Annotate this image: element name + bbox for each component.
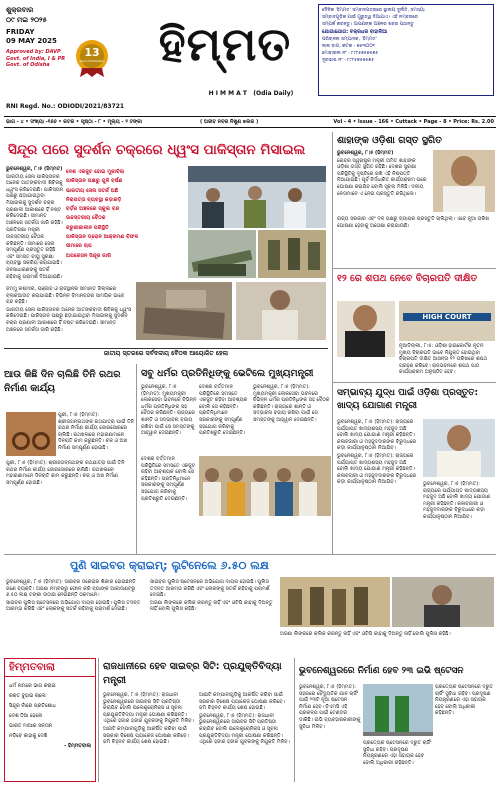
date-od: ୦୯ ମଇ ୨୦୨୫	[6, 16, 47, 24]
ev-body: ପ୍ରତ୍ୟେକ ଷ୍ଟେସନରେ ଦ୍ରୁତ ଚାର୍ଜିଂ ସୁବିଧା ରହିବ। ପ୍ରଦୂଷଣ ନିୟନ୍ତ୍ରଣରେ ଏହା ସହାୟକ ହେବ ବୋଲି ଅଧିକାରୀ କହିଛନ୍ତି।	[435, 684, 494, 717]
contact-line: ପରିଚାଳନା ସମ୍ପାଦକ, 'ହିମ୍ମତ'	[322, 37, 377, 42]
cm-body: ଭୁବନେଶ୍ୱର, ୮।୫ (ହିମ୍ମତ): ମୁଖ୍ୟମନ୍ତ୍ରୀ ଲୋକସେବା ଭବନରେ ବିଭିନ୍ନ ଧର୍ମର ପ୍ରତିନିଧିଙ୍କ ସହ ବୈଠକ କରିଛନ୍ତି। ରାଜ୍ୟରେ ଶାନ୍ତି ଓ ସଦ୍ଭାବନା ବଜାୟ ରଖିବା ପାଇଁ ସେ ସମସ୍ତଙ୍କୁ ଆହ୍ୱାନ ଦେଇଛନ୍ତି।	[141, 384, 197, 437]
capital-body: ଭୁବନେଶ୍ୱର, ୮।୫ (ହିମ୍ମତ): ରାଜଧାନୀ ଭୁବନେଶ୍ୱରରେ ସାଇବର ସିଟି ପ୍ରତିଷ୍ଠା କରାଯିବ ବୋଲି ଇଲେକ୍ଟ୍ରୋନିକ୍ସ ଓ ସୂଚନା ପ୍ରଯୁକ୍ତିବିଦ୍ୟା ମନ୍ତ୍ରୀ ଘୋଷଣା କରିଛନ୍ତି। ଏଥିରେ ହଜାର ହଜାର ଯୁବକଙ୍କୁ ନିଯୁକ୍ତି ମିଳିବ।	[103, 692, 194, 725]
lead-story	[4, 132, 328, 364]
info-en: Vol - 4 • Issue - 166 • Cuttack • Page - 8 • Price: Rs. 2.00	[333, 119, 494, 125]
chariot-body: ପୁରୀ, ୮।୫ (ହିମ୍ମତ): ଶ୍ରୀଜଗନ୍ନାଥଙ୍କ ରଥଯାତ୍ରା ପାଇଁ ତିନି ରଥର ନିର୍ମାଣ କାର୍ଯ୍ୟ ଜୋରସୋରରେ ଚାଲିଛି। ରଥଖଳାରେ ମହାରଣାମାନେ ଦିନରାତି କାମ କରୁଛନ୍ତି। ଚକ ଓ ଅଖ ନିର୍ମାଣ ସମ୍ପୂର୍ଣ୍ଣ ହୋଇଛି।	[58, 412, 135, 451]
crime-body: ଅଜଣା ଲିଙ୍କରେ କ୍ଲିକ କରନ୍ତୁ ନାହିଁ ଏବଂ ଓଟିପି କାହାକୁ ଦିଅନ୍ତୁ ନାହିଁ ବୋଲି ପୁଲିସ କହିଛି।	[150, 599, 273, 613]
contact-line: ଯୋଗାଯୋଗ: ଚକ୍ରଧର ବାହାଳିଆ	[322, 29, 387, 35]
poem-line: ଦେଶ ଠିଆ ହେଲେ	[9, 713, 43, 719]
anniversary-label: Years of Publication	[79, 60, 105, 63]
food-body: ଭୁବନେଶ୍ୱର, ୮।୫ (ହିମ୍ମତ): ରାଜ୍ୟରେ ପର୍ଯ୍ୟାପ୍ତ ଖାଦ୍ୟଶସ୍ୟ ମହଜୁଦ ଅଛି ବୋଲି ଖାଦ୍ୟ ଯୋଗାଣ ମନ୍ତ୍ରୀ କହିଛନ୍ତି। କଳାବଜାରୀ ଓ ମହଜୁଦଦାରଙ୍କ ବିରୁଦ୍ଧରେ କଡ଼ା କାର୍ଯ୍ୟାନୁଷ୍ଠାନ ନିଆଯିବ।	[337, 452, 417, 486]
sidebar-body: ରାଜ୍ୟ ସରକାର ଏବଂ ଦଳ ପକ୍ଷରୁ ବ୍ୟାପକ ପ୍ରସ୍ତୁତି ଚାଲିଥିଲା। ଏବେ ନୂଆ ତାରିଖ ଘୋଷଣା ହେବାକୁ ଅପେକ୍ଷା କରାଯାଉଛି।	[337, 216, 489, 229]
ev-charger-photo	[363, 684, 433, 736]
press-briefing-photo	[188, 166, 326, 228]
contact-line: ଦୈନିକ 'ହିମ୍ମତ' ସମ୍ବାଦପତ୍ରରେ ସ୍ଥାନୀୟ ଦୁର୍ନୀତି, ସମସ୍ୟା	[322, 8, 425, 13]
tagline-od: ( ଅଜୀବ ନବର ନିଖୁଣ ଝଲକ )	[200, 119, 259, 125]
poem-line: - ହିମ୍ମତବାଲା	[64, 743, 91, 749]
lead-bullets	[66, 168, 184, 261]
ev-body: ପ୍ରତ୍ୟେକ ଷ୍ଟେସନରେ ଦ୍ରୁତ ଚାର୍ଜିଂ ସୁବିଧା ରହିବ। ପ୍ରଦୂଷଣ ନିୟନ୍ତ୍ରଣରେ ଏହା ସହାୟକ ହେବ ବୋଲି ଅଧିକାରୀ କହିଛନ୍ତି।	[363, 740, 432, 766]
logo-en: H I M M A T (Odia Daily)	[208, 90, 294, 97]
poem-line: ଭାରତ ମାଆର ସନ୍ତାନ	[9, 723, 53, 729]
bullet: ସୀମାରେ ଚାପ	[66, 243, 92, 250]
cm-headline: ସବୁ ଧର୍ମର ପ୍ରତିନିଧିଙ୍କୁ ଭେଟିଲେ ମୁଖ୍ୟମନ୍ତ୍ରୀ	[141, 368, 314, 379]
sidebar-body: କେନ୍ଦ୍ର ସ୍ୱରାଷ୍ଟ୍ର ମନ୍ତ୍ରୀ ଅମିତ ଶାହାଙ୍କ ଓଡ଼ିଶା ଗସ୍ତ ସ୍ଥଗିତ ରହିଛି। ଦେଶର ସୁରକ୍ଷା ପରିସ୍ଥିତିକୁ ଦୃଷ୍ଟିରେ ରଖି ଏହି ନିଷ୍ପତ୍ତି ନିଆଯାଇଛି। ପୂର୍ବ ନିର୍ଦ୍ଧାରିତ କାର୍ଯ୍ୟକ୍ରମ ପରେ ଘୋଷଣା କରାଯିବ ବୋଲି ସୂଚନା ମିଳିଛି। ଦଳୀୟ ନେତାମାନେ ଏ ନେଇ ପ୍ରସ୍ତୁତି କରିଥିଲେ।	[337, 157, 427, 197]
crime-headline: ପୁଣି ସାଇବର କ୍ରାଇମ୍; ଲୁଟିନେଲେ ୬.୫୦ ଲକ୍ଷ	[70, 559, 269, 572]
capital-body: ଆଇଟି କମ୍ପାନୀଗୁଡ଼ିକୁ ଆକର୍ଷିତ କରିବା ପାଇଁ ସରକାର ବିଶେଷ ପ୍ୟାକେଜ ଘୋଷଣା କରିବେ। ଜମି ଚିହ୍ନଟ କାର୍ଯ୍ୟ ଶେଷ ହୋଇଛି।	[199, 692, 285, 712]
day-en: FRIDAY	[6, 28, 35, 36]
sidebar-headline: ଶାହାଙ୍କ ଓଡ଼ିଶା ଗସ୍ତ ସ୍ଥଗିତ	[337, 135, 442, 146]
chariot-headline: ଆଉ କିଛି ଦିନ ଚାଲିଛି ତିନି ରଥର ନିର୍ମାଣ କାର୍ଯ୍ୟ	[4, 369, 121, 394]
bullet: ପାକିସ୍ତାନ ଡ୍ରୋନ ଆକ୍ରମଣ ବିଫଳ	[66, 234, 139, 241]
poem-title: ହିମ୍ମତବାଲା	[5, 659, 95, 677]
contact-line: ମୋବାଇଲ ନଂ - ୮୯୮୫୭୫୭୫୭୫	[322, 51, 379, 56]
lead-strip: ଜାତୀୟ ସ୍ତରରେ ସର୍ବଦଳୀୟ ବୈଠକ ଆୟୋଜିତ ହେଲା	[103, 350, 229, 357]
lead-body: ଭାରତୀୟ ସେନା ପାକିସ୍ତାନର ଅନେକ ଆତଙ୍କବାଦୀ ଶିବିରକୁ ଧ୍ୱଂସ କରିଦେଇଛି। ପାକିସ୍ତାନ ପକ୍ଷରୁ ଛଡ଼ାଯାଇଥିବା ମିସାଇଲକୁ ସୁଦର୍ଶନ ଚକ୍ର ପ୍ରଣାଳୀ ଆକାଶରେ ହିଁ ନଷ୍ଟ କରିଦେଇଛି। ସୀମାନ୍ତ ଅଞ୍ଚଳରେ ସତର୍କତା ଜାରି ରହିଛି।	[6, 173, 64, 226]
bullet: ବର୍ଡ଼ର ଅଞ୍ଚଳରେ ସ୍କୁଲ ବନ୍ଦ	[66, 206, 120, 213]
ev-story	[294, 658, 496, 782]
anniversary-number: 13	[84, 46, 100, 59]
poem-box	[4, 658, 96, 782]
chariot-story	[4, 364, 136, 554]
day-od: ଶୁକ୍ରବାର	[6, 6, 34, 14]
crime-body: ସାଇବର ପୁଲିସ ଷ୍ଟେସନରେ ଅଭିଯୋଗ ଦାୟର ହୋଇଛି। ପୁଲିସ ତଦନ୍ତ ଆରମ୍ଭ କରିଛି ଏବଂ ଲୋକଙ୍କୁ ସତର୍କ ରହିବାକୁ ପରାମର୍ଶ ଦେଇଛି।	[150, 579, 270, 599]
judge-body: ନୂଆଦିଲ୍ଲୀ, ୮।୫: ଓଡ଼ିଶା ହାଇକୋର୍ଟର ନୂତନ ମୁଖ୍ୟ ବିଚାରପତି ଭାବେ ନିଯୁକ୍ତ ହୋଇଥିବା ବିଚାରପତି ଦୀକ୍ଷିତ ଆସନ୍ତା ୧୨ ତାରିଖରେ ଶପଥ ଗ୍ରହଣ କରିବେ। ରାଜଭବନରେ ଶପଥ ପାଠ କାର୍ଯ୍ୟକ୍ରମ ଅନୁଷ୍ଠିତ ହେବ।	[399, 343, 488, 376]
cm-story	[136, 364, 332, 554]
bullet: ଉଚ୍ଚସ୍ତରୀୟ ବୈଠକ	[66, 215, 106, 222]
approved-text: Approved by: DAVP Govt. of India, I & PR Govt. of Odisha	[6, 49, 66, 68]
police-photo	[280, 577, 390, 627]
contact-line: ଲାଲ ବାଗ, କଟକ - ୭୫୩୦୦୧	[322, 44, 376, 49]
lead-body: ପ୍ରତିରକ୍ଷା ମନ୍ତ୍ରୀ ଉଚ୍ଚସ୍ତରୀୟ ବୈଠକ କରିଛନ୍ତି। ସୀମାରେ ସେନା ସମ୍ପୂର୍ଣ୍ଣ ପ୍ରସ୍ତୁତ ରହିଛି ଏବଂ ସମସ୍ତ ବାୟୁ ସୁରକ୍ଷା ବ୍ୟବସ୍ଥା ସକ୍ରିୟ କରାଯାଇଛି। ଜନସାଧାରଣଙ୍କୁ ସତର୍କ ରହିବାକୁ ପରାମର୍ଶ ଦିଆଯାଇଛି।	[6, 227, 63, 280]
food-body: ଭୁବନେଶ୍ୱର, ୮।୫ (ହିମ୍ମତ): ରାଜ୍ୟରେ ପର୍ଯ୍ୟାପ୍ତ ଖାଦ୍ୟଶସ୍ୟ ମହଜୁଦ ଅଛି ବୋଲି ଖାଦ୍ୟ ଯୋଗାଣ ମନ୍ତ୍ରୀ କହିଛନ୍ତି। କଳାବଜାରୀ ଓ ମହଜୁଦଦାରଙ୍କ ବିରୁଦ୍ଧରେ କଡ଼ା କାର୍ଯ୍ୟାନୁଷ୍ଠାନ ନିଆଯିବ।	[423, 481, 491, 520]
anniversary-badge	[74, 38, 110, 78]
rubble-photo	[136, 282, 232, 340]
rni-text: RNI Regd. No.: ODIODI/2021/83721	[6, 103, 125, 110]
high-court-photo	[399, 301, 495, 341]
religious-meeting-photo	[199, 456, 331, 516]
bullet: ନିରାପତ୍ତା ବ୍ୟବସ୍ଥା କଡ଼ାକଡ଼ି	[66, 196, 122, 203]
cm-body: ଦେଶର ବର୍ତ୍ତମାନ ପରିସ୍ଥିତିରେ ସମସ୍ତେ ଏକଜୁଟ ରହିବା ଆବଶ୍ୟକ ବୋଲି ସେ କହିଛନ୍ତି। ପ୍ରତିନିଧିମାନେ ସରକାରଙ୍କୁ ସମ୍ପୂର୍ଣ୍ଣ ସହଯୋଗ କରିବାକୁ ପ୍ରତିଶ୍ରୁତି ଦେଇଛନ୍ତି।	[199, 384, 248, 437]
contact-line: ସମ୍ବାଦଗୁଡ଼ିକ ପାଇଁ ଗୁରୁତ୍ୱ ଦିଆଯାଏ। ଏହି ନମ୍ବରରେ	[322, 15, 419, 20]
lead-body: ଭାରତୀୟ ସେନା ପାକିସ୍ତାନର ଅନେକ ଆତଙ୍କବାଦୀ ଶିବିରକୁ ଧ୍ୱଂସ କରିଦେଇଛି। ପାକିସ୍ତାନ ପକ୍ଷରୁ ଛଡ଼ାଯାଇଥିବା ମିସାଇଲକୁ ସୁଦର୍ଶନ ଚକ୍ର ପ୍ରଣାଳୀ ଆକାଶରେ ହିଁ ନଷ୍ଟ କରିଦେଇଛି। ସୀମାନ୍ତ ଅଞ୍ଚଳରେ ସତର୍କତା ଜାରି ରହିଛି।	[6, 306, 132, 333]
bullet: ଭାରତୀୟ ସେନା ସତର୍କ ଅଛି	[66, 187, 119, 194]
food-body: ଭୁବନେଶ୍ୱର, ୮।୫ (ହିମ୍ମତ): ରାଜ୍ୟରେ ପର୍ଯ୍ୟାପ୍ତ ଖାଦ୍ୟଶସ୍ୟ ମହଜୁଦ ଅଛି ବୋଲି ଖାଦ୍ୟ ଯୋଗାଣ ମନ୍ତ୍ରୀ କହିଛନ୍ତି। କଳାବଜାରୀ ଓ ମହଜୁଦଦାରଙ୍କ ବିରୁଦ୍ଧରେ କଡ଼ା କାର୍ଯ୍ୟାନୁଷ୍ଠାନ ନିଆଯିବ।	[337, 419, 417, 452]
contact-box	[318, 4, 494, 96]
high-court-badge: HIGH COURT	[403, 313, 491, 321]
accused-photo	[392, 577, 494, 627]
food-story	[332, 382, 496, 554]
capital-headline: ରାଜଧାନୀରେ ହେବ ସାଇବ୍ର ସିଟି: ପ୍ରଯୁକ୍ତିବିଦ୍ୟା ମନ୍ତ୍ରୀ	[103, 661, 282, 686]
capital-body: ଆଇଟି କମ୍ପାନୀଗୁଡ଼ିକୁ ଆକର୍ଷିତ କରିବା ପାଇଁ ସରକାର ବିଶେଷ ପ୍ୟାକେଜ ଘୋଷଣା କରିବେ। ଜମି ଚିହ୍ନଟ କାର୍ଯ୍ୟ ଶେଷ ହୋଇଛି।	[103, 725, 189, 746]
logo-text: ହିମ୍ମତ	[158, 17, 292, 71]
masthead	[0, 0, 500, 132]
food-minister-portrait	[423, 419, 495, 477]
date-en: 09 MAY 2025	[6, 37, 57, 45]
crime-body: ଭୁବନେଶ୍ୱର, ୮।୫ (ହିମ୍ମତ): ସାଇବର ଠକେଇର ଶିକାର ହୋଇଛନ୍ତି ଜଣେ ବ୍ୟକ୍ତି। ଅଜଣା ନମ୍ବରରୁ ଫୋନ କରି ବ୍ୟାଙ୍କ ଆକାଉଣ୍ଟରୁ ୬.୫୦ ଲକ୍ଷ ଟଙ୍କା ଉଠାଇ ନେଇଛନ୍ତି ଠକମାନେ।	[6, 579, 136, 599]
poem-line: ସିନ୍ଦୂର ନାଁରେ ପ୍ରତିଶୋଧ	[9, 703, 56, 709]
capital-body: ଭୁବନେଶ୍ୱର, ୮।୫ (ହିମ୍ମତ): ରାଜଧାନୀ ଭୁବନେଶ୍ୱରରେ ସାଇବର ସିଟି ପ୍ରତିଷ୍ଠା କରାଯିବ ବୋଲି ଇଲେକ୍ଟ୍ରୋନିକ୍ସ ଓ ସୂଚନା ପ୍ରଯୁକ୍ତିବିଦ୍ୟା ମନ୍ତ୍ରୀ ଘୋଷଣା କରିଛନ୍ତି। ଏଥିରେ ହଜାର ହଜାର ଯୁବକଙ୍କୁ ନିଯୁକ୍ତି ମିଳିବ।	[199, 712, 290, 746]
judge-story	[332, 268, 496, 382]
contact-line: ସମ୍ପର୍କ କରନ୍ତୁ। ଆପଣଙ୍କ ଅଞ୍ଚଳର ଖବର ପଠାନ୍ତୁ	[322, 22, 414, 27]
judge-headline: ୧୨ ରେ ଶପଥ ନେବେ ବିଚାରପତି ଦୀକ୍ଷିତ	[337, 273, 478, 284]
officials-photo	[236, 282, 326, 340]
soldiers-photo	[258, 230, 326, 278]
minister-portrait	[433, 150, 495, 212]
missile-photo	[188, 230, 256, 278]
cm-body: ଦେଶର ବର୍ତ୍ତମାନ ପରିସ୍ଥିତିରେ ସମସ୍ତେ ଏକଜୁଟ ରହିବା ଆବଶ୍ୟକ ବୋଲି ସେ କହିଛନ୍ତି। ପ୍ରତିନିଧିମାନେ ସରକାରଙ୍କୁ ସମ୍ପୂର୍ଣ୍ଣ ସହଯୋଗ କରିବାକୁ ପ୍ରତିଶ୍ରୁତି ଦେଇଛନ୍ତି।	[141, 456, 196, 502]
logo	[150, 4, 300, 96]
crime-body: ଅଜଣା ଲିଙ୍କରେ କ୍ଲିକ କରନ୍ତୁ ନାହିଁ ଏବଂ ଓଟିପି କାହାକୁ ଦିଅନ୍ତୁ ନାହିଁ ବୋଲି ପୁଲିସ କହିଛି।	[280, 631, 451, 637]
bullet: ଜରୁରୀକାଳୀନ ପରିସ୍ଥିତି	[66, 224, 109, 231]
crime-story	[4, 554, 496, 656]
ev-body: ଭୁବନେଶ୍ୱର, ୮।୫ (ହିମ୍ମତ): ସହରରେ ବୈଦ୍ୟୁତିକ ଯାନ ଚାର୍ଜିଂ ପାଇଁ ୨୩ଟି ନୂଆ ଷ୍ଟେସନ ନିର୍ମାଣ ହେବ। ବିଏମସି ଏହି ପ୍ରକଳ୍ପ ପାଇଁ ଟେଣ୍ଡର ଡାକିଛି। ଇଭି ବ୍ୟବହାରକାରୀଙ୍କୁ ସୁବିଧା ମିଳିବ।	[299, 684, 361, 730]
chariot-photo	[6, 412, 56, 456]
lead-body: ଜମ୍ମୁ କଶ୍ମୀର, ପଞ୍ଜାବ ଓ ରାଜସ୍ଥାନର ସୀମାନ୍ତ ଜିଲ୍ଲାରେ ବ୍ଲାକଆଉଟ କରାଯାଇଛି। ବିଭିନ୍ନ ବିମାନବନ୍ଦର ସାମୟିକ ଭାବେ ବନ୍ଦ ରହିଛି।	[6, 286, 125, 306]
info-od: ଭାଗ - ୪ • ସଂଖ୍ୟା -୧୬୬ • କଟକ • ପୃଷ୍ଠା - ୮ • ମୂଲ୍ୟ - ୨ ଟଙ୍କା	[6, 119, 143, 125]
ev-headline: ଭୁବନେଶ୍ୱରରେ ନିର୍ମାଣ ହେବ ୨୩ ଇଭି ଷ୍ଟେସନ	[299, 666, 464, 676]
chariot-body: ପୁରୀ, ୮।୫ (ହିମ୍ମତ): ଶ୍ରୀଜଗନ୍ନାଥଙ୍କ ରଥଯାତ୍ରା ପାଇଁ ତିନି ରଥର ନିର୍ମାଣ କାର୍ଯ୍ୟ ଜୋରସୋରରେ ଚାଲିଛି। ରଥଖଳାରେ ମହାରଣାମାନେ ଦିନରାତି କାମ କରୁଛନ୍ତି। ଚକ ଓ ଅଖ ନିର୍ମାଣ ସମ୍ପୂର୍ଣ୍ଣ ହୋଇଛି।	[6, 460, 125, 486]
crime-body: ସାଇବର ପୁଲିସ ଷ୍ଟେସନରେ ଅଭିଯୋଗ ଦାୟର ହୋଇଛି। ପୁଲିସ ତଦନ୍ତ ଆରମ୍ଭ କରିଛି ଏବଂ ଲୋକଙ୍କୁ ସତର୍କ ରହିବାକୁ ପରାମର୍ଶ ଦେଇଛି।	[6, 599, 141, 613]
sidebar-story	[332, 132, 496, 268]
food-headline: ସମ୍ଭାବ୍ୟ ଯୁଦ୍ଧ ପାଇଁ ଓଡ଼ିଶା ପ୍ରସ୍ତୁତ: ଖାଦ୍ୟ ଯୋଗାଣ ମନ୍ତ୍ରୀ	[337, 388, 479, 411]
bullet: ପାକିସ୍ତାନ ପକ୍ଷରୁ ଗୁଳି ବର୍ଷଣ	[66, 178, 123, 185]
bullet: ଦେଶ ଏକଜୁଟ ହୋଇ ମୁକାବିଲା	[66, 169, 125, 175]
lead-dateline: ଭୁବନେଶ୍ୱର, ୮।୫ (ହିମ୍ମତ)	[6, 166, 63, 172]
contact-line: ଦୂରଭାଷ ନଂ - ୮୯୮୫୭୫୭୫୭୫	[322, 58, 375, 63]
bullet: ଅପରେସନ ସିନ୍ଦୂର ଜାରି	[66, 252, 111, 259]
cm-body: ଭୁବନେଶ୍ୱର, ୮।୫ (ହିମ୍ମତ): ମୁଖ୍ୟମନ୍ତ୍ରୀ ଲୋକସେବା ଭବନରେ ବିଭିନ୍ନ ଧର୍ମର ପ୍ରତିନିଧିଙ୍କ ସହ ବୈଠକ କରିଛନ୍ତି। ରାଜ୍ୟରେ ଶାନ୍ତି ଓ ସଦ୍ଭାବନା ବଜାୟ ରଖିବା ପାଇଁ ସେ ସମସ୍ତଙ୍କୁ ଆହ୍ୱାନ ଦେଇଛନ୍ତି।	[253, 384, 330, 423]
poem-line: ନଡ଼ିବେ କାହାକୁ ଦେଖି	[9, 733, 48, 739]
sidebar-dateline: ଭୁବନେଶ୍ୱର, ୮।୫ (ହିମ୍ମତ)	[337, 150, 394, 156]
poem-line: ଧର୍ମ ନାମରେ ଭାଗ କରାଇ	[9, 683, 56, 689]
poem-line: ରକ୍ତ ବୁହାଇ ଚାଲେ	[9, 693, 46, 699]
judge-portrait	[337, 301, 395, 357]
capital-story	[98, 658, 292, 782]
info-bar	[4, 116, 496, 128]
lead-headline: ସିନ୍ଦୂର ପରେ ସୁଦର୍ଶନ ଚକ୍ରରେ ଧ୍ୱଂସ ପାକିସ୍ତାନ ମିସାଇଲ	[8, 142, 306, 158]
